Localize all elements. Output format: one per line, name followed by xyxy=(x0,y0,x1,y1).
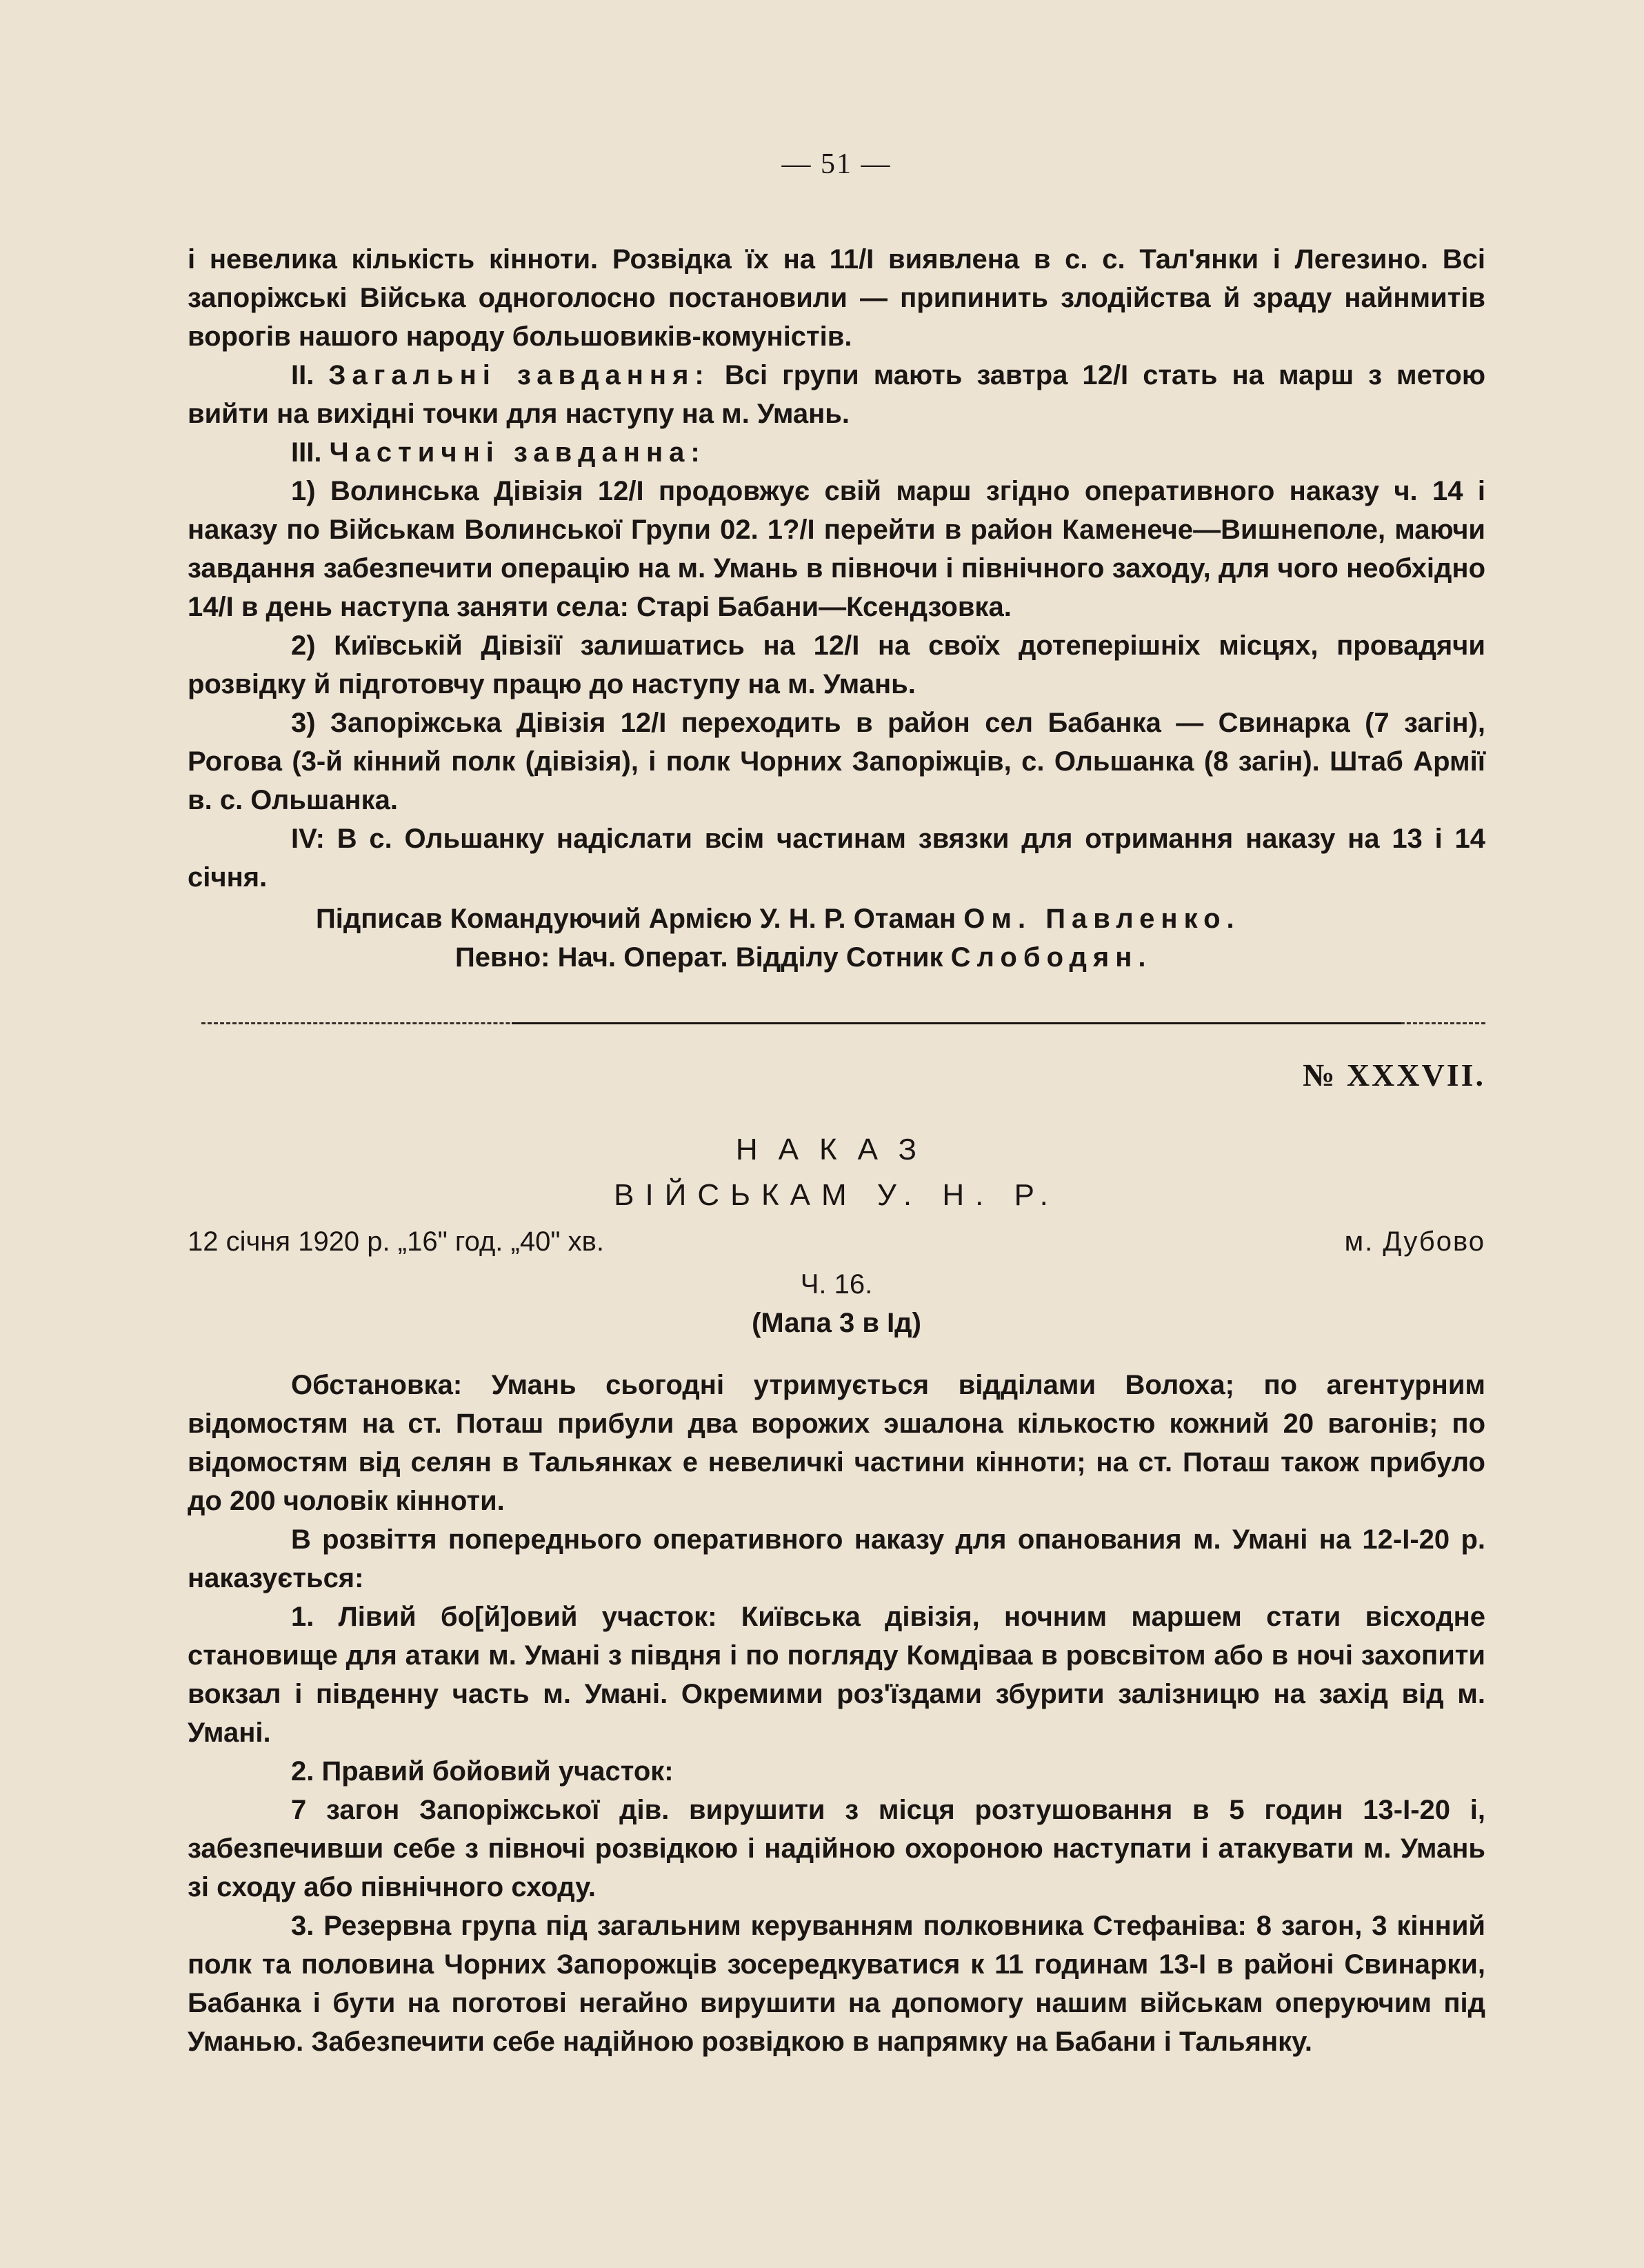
task-item-3: 3) Запоріжська Дівізія 12/I переходить в район сел Бабанка — Свинарка (7 загін), Рогова (3-й кінний полк (дівізія), і полк Чорних Запоріжців, с. Ольшанка (8 загін). Штаб Армії в. с. Ольшанка. xyxy=(188,708,1485,815)
paragraph-left-sector: 1. Лівий бо[й]овий участок: Київська дівізія, ночним маршем стати вісходне становище для атаки м. Умані з півдня і по погляду Комдіваа в ровсвітом або в ночі захопити вокзал і південну часть м. Умані. Окремими роз'їздами збурити залізницю на захід від м. Умані. xyxy=(188,1602,1485,1748)
order-meta xyxy=(188,1226,1485,1268)
map-reference: (Мапа 3 в Ід) xyxy=(752,1308,921,1338)
order-body xyxy=(188,1366,1485,2061)
paragraph: і невелика кількість кінноти. Розвідка їх на 11/I виявлена в с. с. Тал'янки і Легезино. Всі запоріжські Війська одноголосно постановили — припинить злодійства й зраду найнмитів ворогів нашого народу большовиків-комуністів. xyxy=(188,244,1485,352)
order-place: м. Дубово xyxy=(1344,1226,1485,1257)
paragraph-right-sector: 7 загон Запоріжської дів. вирушити з місця розтушовання в 5 годин 13-I-20 і, забезпечивши себе з півночі розвідкою і надійною охороною наступати і атакувати м. Умань зі сходу або північного сходу. xyxy=(188,1795,1485,1902)
task-item-2: 2) Київській Дівізії залишатись на 12/I на своїх дотеперішніх місцях, провадячи розвідку й підготовчу працю до наступу на м. Умань. xyxy=(188,630,1485,699)
paragraph-right-sector-heading: 2. Правий бойовий участок: xyxy=(291,1756,674,1787)
section-heading: Частичні завданна: xyxy=(329,437,706,468)
section-partial-tasks xyxy=(188,433,1485,472)
signature-prefix: Певно: Нач. Операт. Відділу Сотник xyxy=(455,942,943,973)
signature-prefix: Підписав Командуючий Армією У. Н. Р. Отаман xyxy=(316,904,956,934)
signatures xyxy=(188,899,1485,977)
signature-name: Слободян. xyxy=(950,942,1152,973)
section-heading: Загальні завдання: xyxy=(328,360,710,390)
previous-order-text xyxy=(188,240,1485,977)
order-subtitle: ВІЙСЬКАМ У. Н. Р. xyxy=(614,1178,1059,1212)
signature-commander xyxy=(188,899,1485,938)
paragraph-situation: Обстановка: Умань сьогодні утримується відділами Волоха; по агентурним відомостям на ст. Поташ прибули два ворожих эшалона кількостю кожний 20 вагонів; по відомостям від селян в Тальянках е невеличкі частини кінноти; на ст. Поташ також прибуло до 200 чоловік кінноти. xyxy=(188,1370,1485,1516)
section-number: III. xyxy=(291,437,322,468)
section-text: Всі групи мають завтра 12/I стать на марш з метою вийти на вихідні точки для наступу на м. Умань. xyxy=(188,360,1486,429)
signature-chief xyxy=(188,938,1485,977)
order-title: НАКАЗ xyxy=(735,1133,938,1166)
divider-solid xyxy=(512,1022,1401,1024)
task-item-4: IV: В с. Ольшанку надіслати всім частинам звязки для отримання наказу на 13 і 14 січня. xyxy=(188,824,1485,893)
task-item-1: 1) Волинська Дівізія 12/I продовжує свій марш згідно оперативного наказу ч. 14 і наказу по Військам Волинської Групи 02. 1?/I перейти в район Каменече—Вишнеполе, маючи завдання забезпечити операцію на м. Умань в півночи і північного заходу, для чого необхідно 14/I в день наступа заняти села: Старі Бабани—Ксендзовка. xyxy=(188,476,1485,622)
order-date: 12 січня 1920 р. „16" год. „40" хв. xyxy=(188,1226,605,1257)
order-number: № XXXVII. xyxy=(1303,1057,1485,1093)
paragraph-reserve: 3. Резервна група під загальним керуванням полковника Стефаніва: 8 загон, 3 кінний полк та половина Чорних Запорожців зосередкуватися к 11 годинам 13-I в районі Свинарки, Бабанка і бути на поготові негайно вирушити на допомогу нашим військам оперуючим під Уманью. Забезпечити себе надійною розвідкою в напрямку на Бабани і Тальянку. xyxy=(188,1911,1485,2057)
signature-name: Ом. Павленко. xyxy=(963,904,1241,934)
section-number: II. xyxy=(291,360,314,390)
page-number: — 51 — xyxy=(781,148,892,180)
section-general-tasks xyxy=(188,356,1485,433)
order-part: Ч. 16. xyxy=(800,1269,873,1300)
paragraph-order: В розвіття попереднього оперативного наказу для опанования м. Умані на 12-I-20 р. наказується: xyxy=(188,1524,1485,1593)
